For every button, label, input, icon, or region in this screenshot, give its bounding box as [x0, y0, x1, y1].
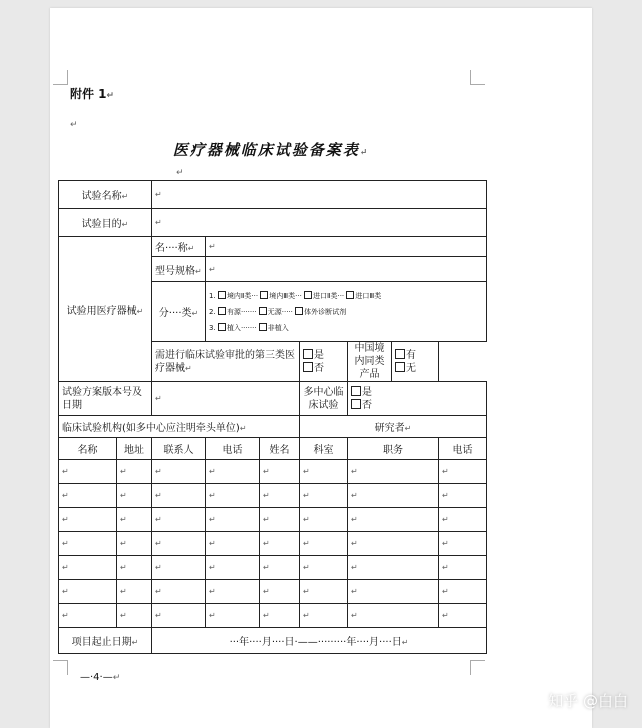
table-cell[interactable]: ↵: [117, 460, 152, 484]
table-cell[interactable]: ↵: [59, 460, 117, 484]
table-cell[interactable]: ↵: [59, 532, 117, 556]
checkbox-domestic-have[interactable]: [395, 349, 405, 359]
checkbox-ivd-reagent[interactable]: [295, 307, 303, 315]
table-cell[interactable]: ↵: [152, 484, 206, 508]
table-cell[interactable]: ↵: [300, 556, 348, 580]
table-cell[interactable]: ↵: [206, 532, 260, 556]
table-cell[interactable]: ↵: [59, 484, 117, 508]
checkbox-domestic-class2[interactable]: [218, 291, 226, 299]
table-cell[interactable]: ↵: [59, 580, 117, 604]
table-cell[interactable]: ↵: [260, 556, 300, 580]
table-cell[interactable]: ↵: [152, 508, 206, 532]
table-cell[interactable]: ↵: [152, 604, 206, 628]
column-header-researcher-phone: 电话: [439, 438, 487, 460]
multicenter-options: 是 否: [348, 382, 487, 416]
table-cell[interactable]: ↵: [439, 532, 487, 556]
table-cell[interactable]: ↵: [206, 508, 260, 532]
table-cell[interactable]: ↵: [260, 580, 300, 604]
table-cell[interactable]: ↵: [260, 532, 300, 556]
watermark: 知乎 @白白: [548, 692, 628, 710]
attachment-label: 附件 1↵: [70, 87, 115, 101]
table-cell[interactable]: ↵: [206, 460, 260, 484]
filing-form-table: [58, 180, 487, 654]
checkbox-non-implant[interactable]: [259, 323, 267, 331]
table-cell[interactable]: ↵: [439, 580, 487, 604]
researcher-label: 研究者↵: [300, 416, 487, 438]
table-cell[interactable]: ↵: [117, 484, 152, 508]
margin-corner-top-left: [53, 70, 68, 85]
table-cell[interactable]: ↵: [152, 580, 206, 604]
column-header-position: 职务: [348, 438, 439, 460]
form-title: 医疗器械临床试验备案表↵: [172, 141, 370, 159]
approval-label: 需进行临床试验审批的第三类医疗器械↵: [152, 342, 300, 382]
domestic-options: 有 无: [392, 342, 439, 382]
multicenter-label: 多中心临床试验: [300, 382, 348, 416]
table-cell[interactable]: ↵: [300, 580, 348, 604]
approval-options: 是 否: [300, 342, 348, 382]
device-label: 试验用医疗器械↵: [59, 237, 152, 382]
table-row: [59, 604, 487, 628]
margin-corner-bottom-left: [53, 660, 68, 675]
checkbox-multicenter-no[interactable]: [351, 399, 361, 409]
table-cell[interactable]: ↵: [300, 484, 348, 508]
table-cell[interactable]: ↵: [152, 556, 206, 580]
table-cell[interactable]: ↵: [59, 556, 117, 580]
table-cell[interactable]: ↵: [348, 460, 439, 484]
margin-corner-top-right: [470, 70, 485, 85]
page-number: —·4·—↵: [80, 672, 121, 683]
table-row: [59, 508, 487, 532]
checkbox-implant[interactable]: [218, 323, 226, 331]
table-cell[interactable]: ↵: [152, 460, 206, 484]
table-cell[interactable]: ↵: [300, 508, 348, 532]
checkbox-active[interactable]: [218, 307, 226, 315]
column-header-person-name: 姓名: [260, 438, 300, 460]
protocol-version-field[interactable]: ↵: [152, 382, 300, 416]
table-cell[interactable]: ↵: [348, 580, 439, 604]
column-header-name: 名称: [59, 438, 117, 460]
trial-purpose-label: 试验目的↵: [59, 209, 152, 237]
table-row: [59, 580, 487, 604]
table-row: [59, 460, 487, 484]
protocol-version-label: 试验方案版本号及日期: [59, 382, 152, 416]
table-cell[interactable]: ↵: [260, 484, 300, 508]
device-name-label: 名····称↵: [152, 237, 206, 257]
category-label: 分····类↵: [152, 282, 206, 342]
institution-label: 临床试验机构(如多中心应注明牵头单位)↵: [59, 416, 300, 438]
trial-name-label: 试验名称↵: [59, 181, 152, 209]
table-cell[interactable]: ↵: [439, 460, 487, 484]
trial-name-field[interactable]: ↵: [152, 181, 487, 209]
column-header-department: 科室: [300, 438, 348, 460]
table-cell[interactable]: ↵: [117, 556, 152, 580]
table-cell[interactable]: ↵: [300, 604, 348, 628]
checkbox-passive[interactable]: [259, 307, 267, 315]
table-cell[interactable]: ↵: [348, 532, 439, 556]
table-cell[interactable]: ↵: [117, 580, 152, 604]
table-row: [59, 556, 487, 580]
table-cell[interactable]: ↵: [206, 580, 260, 604]
category-options: 1. 境内Ⅱ类··· 境内Ⅲ类··· 进口Ⅱ类··· 进口Ⅲ类 2. 有源······· 无源····· 体外诊断试剂 3. 植入······· 非植入: [206, 282, 487, 342]
checkbox-approval-yes[interactable]: [303, 349, 313, 359]
table-cell[interactable]: ↵: [300, 532, 348, 556]
table-cell[interactable]: ↵: [348, 556, 439, 580]
table-cell[interactable]: ↵: [348, 508, 439, 532]
trial-purpose-field[interactable]: ↵: [152, 209, 487, 237]
checkbox-domestic-none[interactable]: [395, 362, 405, 372]
column-header-contact: 联系人: [152, 438, 206, 460]
margin-corner-bottom-right: [470, 660, 485, 675]
table-cell[interactable]: ↵: [260, 460, 300, 484]
table-cell[interactable]: ↵: [348, 484, 439, 508]
table-cell[interactable]: ↵: [117, 532, 152, 556]
table-row: [59, 532, 487, 556]
column-header-address: 地址: [117, 438, 152, 460]
table-cell[interactable]: ↵: [300, 460, 348, 484]
table-cell[interactable]: ↵: [206, 604, 260, 628]
checkbox-approval-no[interactable]: [303, 362, 313, 372]
model-label: 型号规格↵: [152, 257, 206, 282]
checkbox-multicenter-yes[interactable]: [351, 386, 361, 396]
checkbox-domestic-class3[interactable]: [260, 291, 268, 299]
table-cell[interactable]: ↵: [348, 604, 439, 628]
table-cell[interactable]: ↵: [59, 508, 117, 532]
domestic-product-label: 中国境内同类产品: [348, 342, 392, 382]
checkbox-import-class3[interactable]: [346, 291, 354, 299]
table-cell[interactable]: ↵: [439, 556, 487, 580]
table-cell[interactable]: ↵: [206, 556, 260, 580]
table-cell[interactable]: ↵: [59, 604, 117, 628]
table-row: [59, 484, 487, 508]
table-cell[interactable]: ↵: [117, 508, 152, 532]
start-end-date-field[interactable]: ···年····月····日·——·········年····月····日↵: [152, 628, 487, 654]
table-cell[interactable]: ↵: [117, 604, 152, 628]
table-cell[interactable]: ↵: [260, 508, 300, 532]
table-cell[interactable]: ↵: [439, 508, 487, 532]
column-header-phone: 电话: [206, 438, 260, 460]
table-cell[interactable]: ↵: [439, 484, 487, 508]
table-cell[interactable]: ↵: [439, 604, 487, 628]
paragraph-mark: ↵: [176, 168, 184, 178]
start-end-date-label: 项目起止日期↵: [59, 628, 152, 654]
model-field[interactable]: ↵: [206, 257, 487, 282]
device-name-field[interactable]: ↵: [206, 237, 487, 257]
checkbox-import-class2[interactable]: [304, 291, 312, 299]
table-cell[interactable]: ↵: [206, 484, 260, 508]
table-cell[interactable]: ↵: [260, 604, 300, 628]
table-cell[interactable]: ↵: [152, 532, 206, 556]
